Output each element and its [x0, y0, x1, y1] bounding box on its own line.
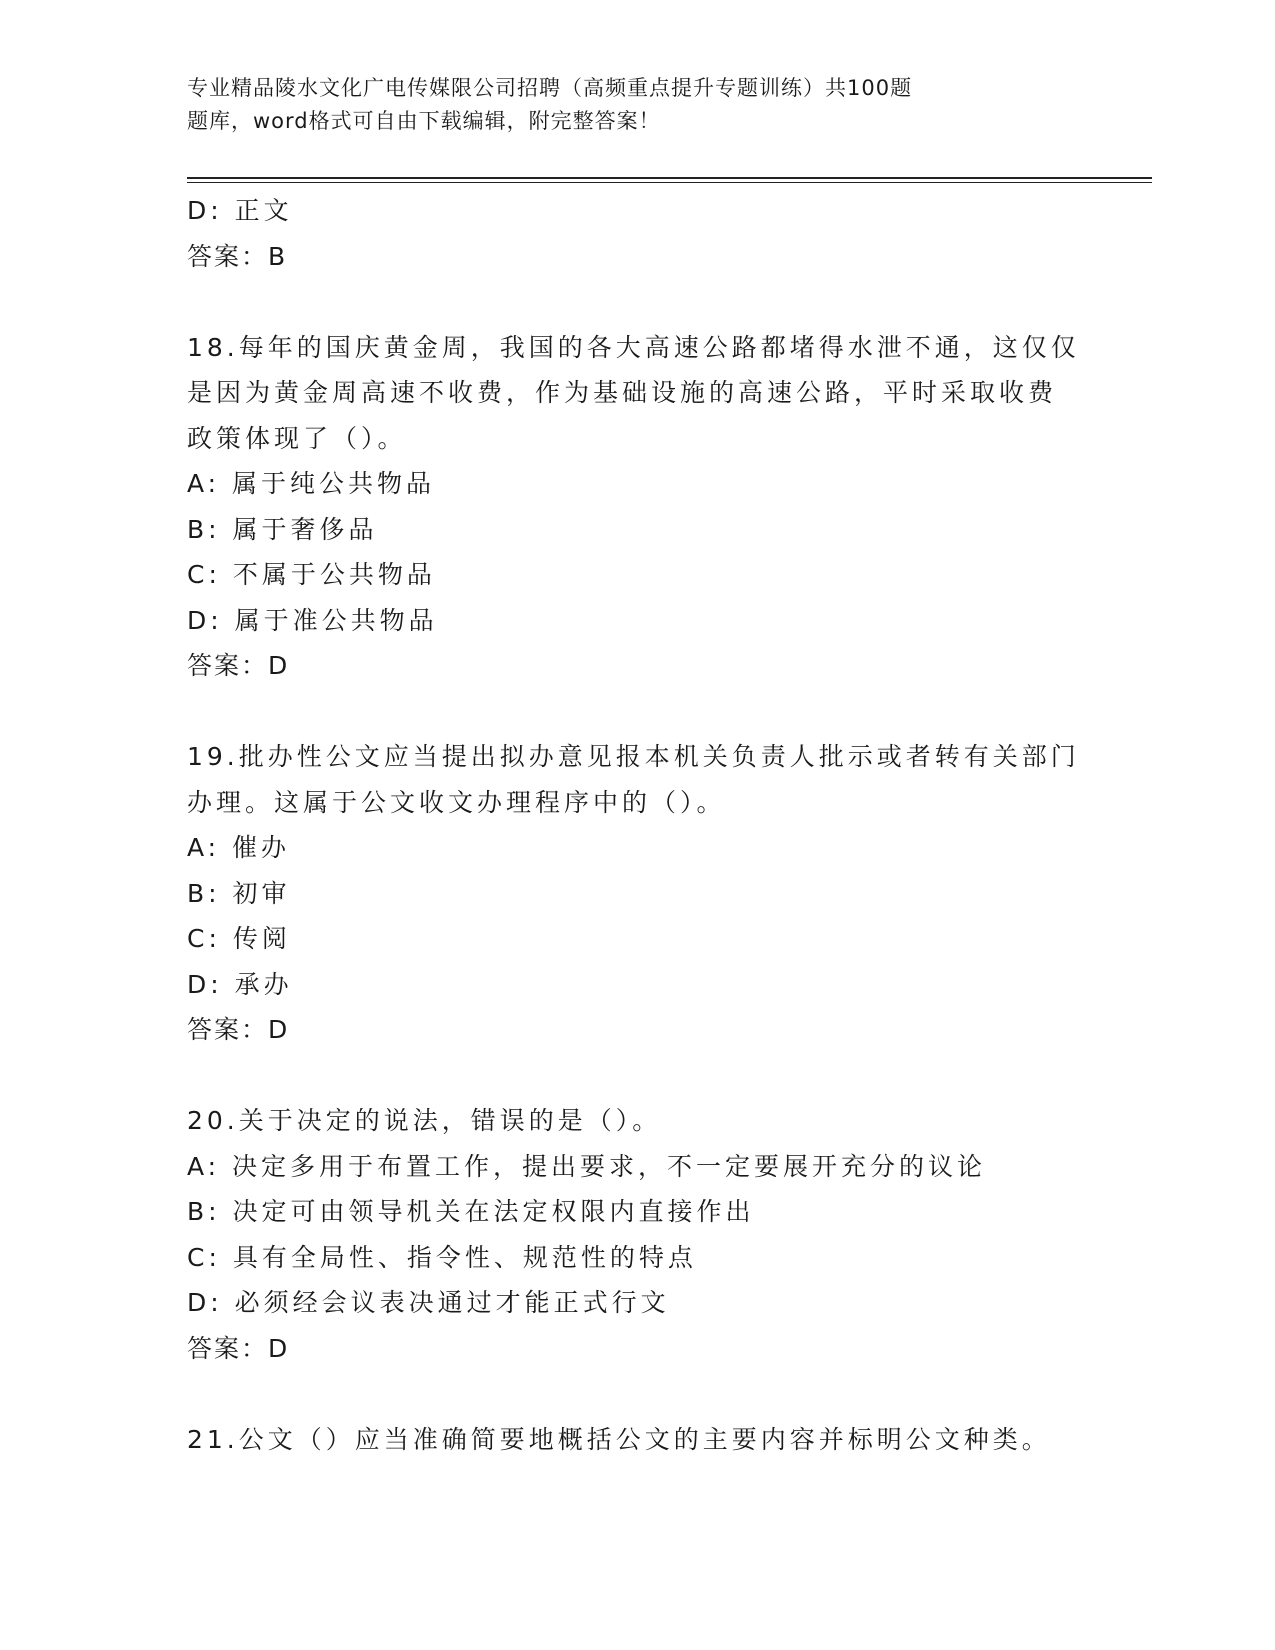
prev-option-d: D: 正文: [187, 196, 293, 225]
q19-stem-line-2: 办理。这属于公文收文办理程序中的（）。: [187, 787, 726, 817]
header-divider-thin: [187, 182, 1152, 183]
question-19: [187, 734, 1087, 1053]
question-spacer: [187, 689, 1087, 735]
q18-option-c: C: 不属于公共物品: [187, 560, 436, 589]
q19-option-c: C: 传阅: [187, 924, 291, 953]
question-20: [187, 1098, 1087, 1371]
q18-option-a: A: 属于纯公共物品: [187, 469, 436, 498]
q18-option-b: B: 属于奢侈品: [187, 514, 378, 544]
q20-option-b: B: 决定可由领导机关在法定权限内直接作出: [187, 1197, 755, 1226]
prev-answer: 答案：B: [187, 241, 288, 271]
q18-stem-line-2: 是因为黄金周高速不收费，作为基础设施的高速公路，平时采取收费: [187, 378, 1058, 407]
question-18: [187, 325, 1087, 689]
q20-option-d: D: 必须经会议表决通过才能正式行文: [187, 1288, 670, 1317]
q19-option-a: A: 催办: [187, 833, 291, 862]
q19-answer: 答案：D: [187, 1015, 290, 1044]
q18-stem-line-1: 18.每年的国庆黄金周，我国的各大高速公路都堵得水泄不通，这仅仅: [187, 332, 1080, 362]
question-21: [187, 1417, 1087, 1463]
question-spacer: [187, 1053, 1087, 1099]
header-divider-thick: [187, 177, 1152, 179]
question-spacer: [187, 279, 1087, 325]
q21-stem-line-1: 21.公文（）应当准确简要地概括公文的主要内容并标明公文种类。: [187, 1424, 1051, 1454]
q19-option-d: D: 承办: [187, 969, 293, 999]
document-header: [187, 72, 1047, 138]
q20-stem-line-1: 20.关于决定的说法，错误的是（）。: [187, 1106, 662, 1135]
header-title-line-1: 专业精品陵水文化广电传媒限公司招聘（高频重点提升专题训练）共100题: [187, 76, 913, 100]
q18-option-d: D: 属于准公共物品: [187, 605, 438, 635]
q19-stem-line-1: 19.批办性公文应当提出拟办意见报本机关负责人批示或者转有关部门: [187, 742, 1080, 771]
q18-stem-line-3: 政策体现了（）。: [187, 423, 407, 453]
question-spacer: [187, 1371, 1087, 1417]
q20-option-a: A: 决定多用于布置工作，提出要求，不一定要展开充分的议论: [187, 1151, 987, 1181]
q20-answer: 答案：D: [187, 1333, 290, 1363]
q18-answer: 答案：D: [187, 651, 290, 680]
header-title-line-2: 题库，word格式可自由下载编辑，附完整答案！: [187, 109, 661, 133]
q19-option-b: B: 初审: [187, 878, 291, 908]
q20-option-c: C: 具有全局性、指令性、规范性的特点: [187, 1242, 697, 1272]
question-list: [187, 188, 1087, 1462]
